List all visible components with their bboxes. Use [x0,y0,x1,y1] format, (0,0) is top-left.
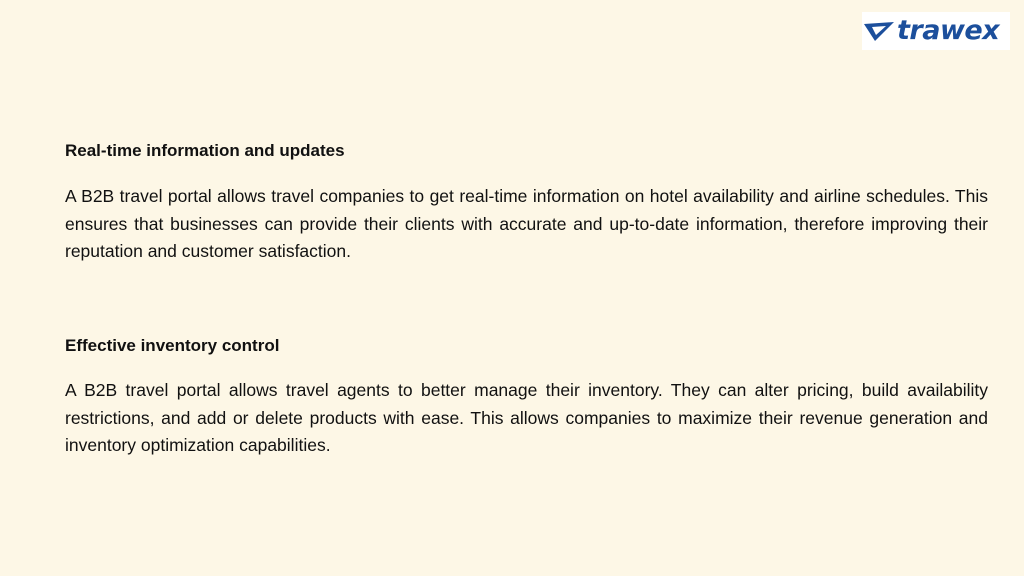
section-heading-inventory: Effective inventory control [65,336,280,355]
logo-wordmark: trawex [897,14,1000,46]
section-body-realtime: A B2B travel portal allows travel companies to get real-time information on hotel availability and airline schedules. This ensures that businesses can provide their clients with accurate and up-to-date information, therefore improving their reputation and customer satisfaction. [65,186,988,261]
plane-arrow-icon [864,20,894,42]
trawex-logo [862,12,1010,50]
section-body-inventory: A B2B travel portal allows travel agents to better manage their inventory. They can alter pricing, build availability restrictions, and add or delete products with ease. This allows companies to maximize their revenue generation and inventory optimization capabilities. [65,380,988,455]
section-heading-realtime: Real-time information and updates [65,141,345,160]
